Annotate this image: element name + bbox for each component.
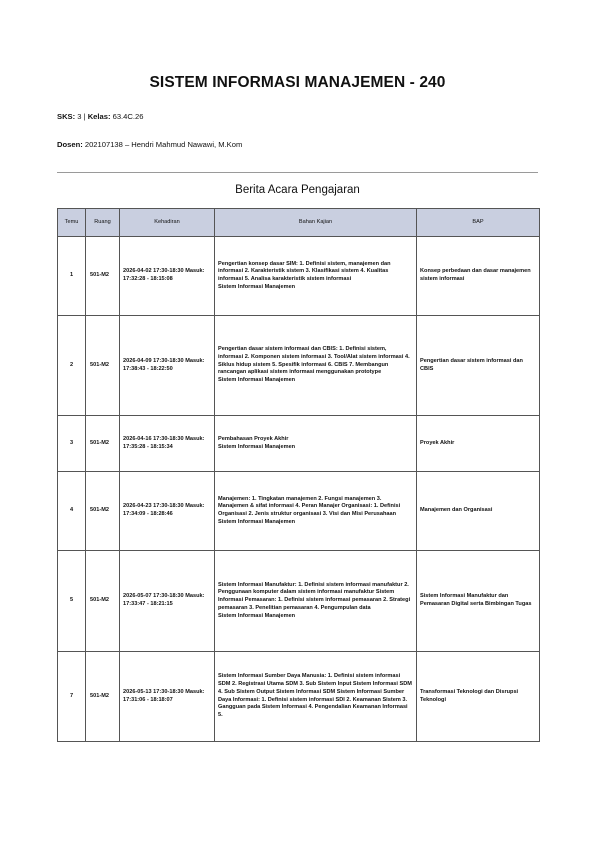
cell-ruang: 501-M2 bbox=[86, 652, 120, 742]
cell-temu: 5 bbox=[58, 551, 86, 652]
lecturer-meta bbox=[57, 140, 242, 149]
bahan-course: Sistem Informasi Manajemen bbox=[218, 443, 296, 450]
bahan-course: Sistem Informasi Manajemen bbox=[218, 377, 296, 384]
cell-ruang: 501-M2 bbox=[86, 551, 120, 652]
cell-bap: Proyek Akhir bbox=[417, 416, 540, 472]
cell-bap: Manajemen dan Organisasi bbox=[417, 472, 540, 551]
cell-kehadiran: 2026-05-13 17:30-18:30 Masuk: 17:31:06 - 18:18:07 bbox=[120, 652, 215, 742]
header-bahan-kajian: Bahan Kajian bbox=[215, 209, 417, 237]
cell-kehadiran: 2026-04-09 17:30-18:30 Masuk: 17:38:43 - 18:22:50 bbox=[120, 316, 215, 416]
cell-ruang: 501-M2 bbox=[86, 416, 120, 472]
course-meta bbox=[57, 112, 143, 121]
bahan-text: Sistem Informasi Sumber Daya Manusia: 1. Definisi sistem informasi SDM 2. Registrasi Utama SDM 3. Sub Sistem Input Sistem Informasi SDM 4. Sub Sistem Output Sistem Informasi SDM Sistem Informasi Sumber Daya Informasi: 1. Definisi sistem informasi SDI 2. Keamanan Sistem 3. Gangguan pada Sistem Informasi 4. Pengendalian Keamanan Informasi 5. bbox=[218, 673, 412, 718]
cell-kehadiran: 2026-04-02 17:30-18:30 Masuk: 17:32:28 - 18:15:08 bbox=[120, 237, 215, 316]
bahan-text: Pembahasan Proyek Akhir bbox=[218, 435, 289, 442]
bahan-course: Sistem Informasi Manajemen bbox=[218, 518, 296, 525]
header-kehadiran: Kehadiran bbox=[120, 209, 215, 237]
table-row bbox=[58, 416, 540, 472]
bahan-course: Sistem Informasi Manajemen bbox=[218, 283, 296, 290]
section-title: Berita Acara Pengajaran bbox=[235, 184, 360, 196]
table-row bbox=[58, 472, 540, 551]
cell-temu: 7 bbox=[58, 652, 86, 742]
bap-table bbox=[57, 208, 540, 742]
cell-bap: Konsep perbedaan dan dasar manajemen sistem informasi bbox=[417, 237, 540, 316]
cell-kehadiran: 2026-04-16 17:30-18:30 Masuk: 17:35:28 - 18:15:34 bbox=[120, 416, 215, 472]
cell-kehadiran: 2026-05-07 17:30-18:30 Masuk: 17:33:47 - 18:21:15 bbox=[120, 551, 215, 652]
cell-temu: 2 bbox=[58, 316, 86, 416]
table-header-row bbox=[58, 209, 540, 237]
cell-bahan-kajian bbox=[215, 416, 417, 472]
sks-value: 3 | bbox=[75, 112, 88, 121]
dosen-value: 202107138 – Hendri Mahmud Nawawi, M.Kom bbox=[82, 140, 243, 149]
document-title: SISTEM INFORMASI MANAJEMEN - 240 bbox=[149, 74, 446, 91]
cell-temu: 3 bbox=[58, 416, 86, 472]
bahan-text: Pengertian dasar sistem informasi dan CBIS: 1. Definisi sistem, informasi 2. Komponen sistem informasi 3. Tool/Alat sistem informasi 4. Siklus hidup sistem 5. Spesifik informasi 6. CBIS 7. Membangun rancangan aplikasi sistem informasi menggunakan prototype bbox=[218, 346, 410, 376]
cell-bahan-kajian bbox=[215, 237, 417, 316]
cell-bahan-kajian bbox=[215, 652, 417, 742]
table-row bbox=[58, 316, 540, 416]
header-bap: BAP bbox=[417, 209, 540, 237]
bahan-text: Sistem Informasi Manufaktur: 1. Definisi sistem informasi manufaktur 2. Penggunaan komputer dalam sistem informasi manufaktur Sistem Informasi Pemasaran: 1. Definisi sistem informasi pemasaran 2. Strategi pemasaran 3. Penelitian pemasaran 4. Pengumpulan data bbox=[218, 581, 411, 611]
cell-bap: Transformasi Teknologi dan Disrupsi Teknologi bbox=[417, 652, 540, 742]
cell-bahan-kajian bbox=[215, 551, 417, 652]
cell-ruang: 501-M2 bbox=[86, 316, 120, 416]
cell-temu: 4 bbox=[58, 472, 86, 551]
table-row bbox=[58, 551, 540, 652]
cell-bahan-kajian bbox=[215, 472, 417, 551]
sks-label: SKS: bbox=[57, 112, 76, 121]
cell-ruang: 501-M2 bbox=[86, 472, 120, 551]
cell-ruang: 501-M2 bbox=[86, 237, 120, 316]
cell-temu: 1 bbox=[58, 237, 86, 316]
kelas-label: Kelas: bbox=[87, 112, 111, 121]
table-row bbox=[58, 652, 540, 742]
cell-kehadiran: 2026-04-23 17:30-18:30 Masuk: 17:34:09 - 18:28:46 bbox=[120, 472, 215, 551]
cell-bap: Pengertian dasar sistem informasi dan CBIS bbox=[417, 316, 540, 416]
header-temu: Temu bbox=[58, 209, 86, 237]
header-ruang: Ruang bbox=[86, 209, 120, 237]
cell-bap: Sistem Informasi Manufaktur dan Pemasaran Digital serta Bimbingan Tugas bbox=[417, 551, 540, 652]
dosen-label: Dosen: bbox=[57, 140, 83, 149]
kelas-value: 63.4C.26 bbox=[110, 112, 144, 121]
divider bbox=[57, 172, 538, 173]
bahan-text: Manajemen: 1. Tingkatan manajemen 2. Fungsi manajemen 3. Manajemen & sifat informasi 4. Peran Manajer Organisasi: 1. Definisi Organisasi 2. Jenis struktur organisasi 3. Visi dan Misi Perusahaan bbox=[218, 495, 401, 517]
bahan-course: Sistem Informasi Manajemen bbox=[218, 612, 296, 619]
table-row bbox=[58, 237, 540, 316]
cell-bahan-kajian bbox=[215, 316, 417, 416]
bahan-text: Pengertian konsep dasar SIM: 1. Definisi sistem, manajemen dan informasi 2. Karakteristik sistem 3. Klasifikasi sistem 4. Kualitas informasi 5. Analisa karakteristik sistem informasi bbox=[218, 260, 391, 282]
